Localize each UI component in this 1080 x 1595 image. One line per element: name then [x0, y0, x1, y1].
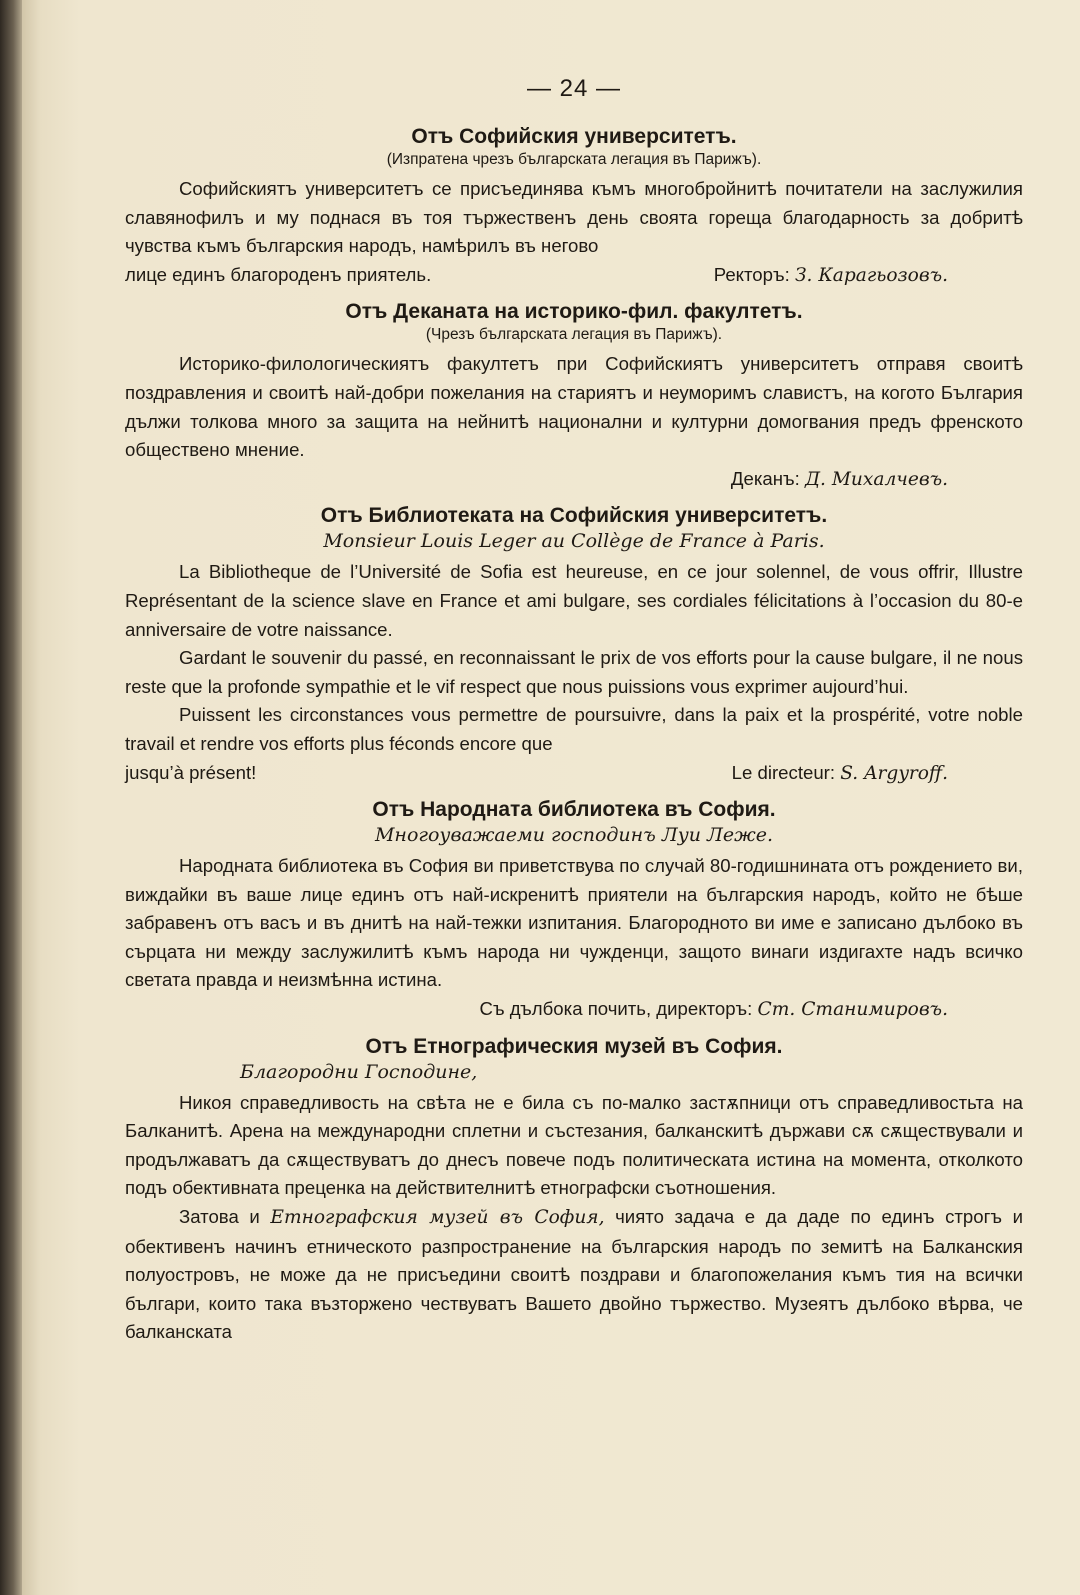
last-line-text: jusqu’à présent!	[125, 761, 257, 783]
signature-label: Ректоръ:	[713, 263, 790, 285]
museum-name-italic: Етнографския музей въ София,	[270, 1207, 605, 1229]
signature-label: Деканъ:	[730, 467, 800, 489]
section-paragraph	[125, 1203, 1023, 1347]
signature-label: Le directeur:	[731, 761, 836, 783]
signature	[125, 995, 1023, 1025]
book-spine	[0, 0, 22, 1595]
section-national-library	[125, 798, 1023, 1025]
section-note: (Чрезъ българската легация въ Парижъ).	[425, 326, 723, 344]
section-sofia-university	[125, 125, 1023, 290]
signature-name: Ст. Станимировъ.	[757, 999, 948, 1021]
section-paragraph: Народната библиотека въ София ви приветствува по случай 80-годишнината отъ рождението ви, виждайки въ ваше лице единъ отъ най-искренитѣ приятели на българския народъ, който не бѣше забравенъ отъ васъ и въ днитѣ на най-тежки изпитания. Благородното ви име е записано дълбоко въ сърцата ни между заслужилитѣ къмъ народа ни чужденци, защото винаги издигахте надъ всичко светата правда и неизмѣнна истина.	[125, 855, 1023, 991]
signature	[714, 261, 1023, 291]
section-paragraph: Никоя справедливость на свѣта не е била съ по-малко застѫпници отъ справедливостьта на Балканитѣ. Арена на международни сплетни и състезания, балканскитѣ държави сѫ сѫществували и продължаватъ да сѫществуватъ до днесъ повече подъ политическата истина на момента, отколкото подъ обективната преценка на действителнитѣ етнографски съотношения.	[125, 1091, 1023, 1199]
section-paragraph: Puissent les circonstances vous permettre de poursuivre, dans la paix et la prospérité, votre noble travail et rendre vos efforts plus féconds encore que	[125, 704, 1023, 754]
section-heading: Отъ Деканата на историко-фил. факултетъ.	[345, 300, 803, 324]
section-paragraph: La Bibliotheque de l’Université de Sofia est heureuse, en ce jour solennel, de vous offrir, Illustre Représentant de la science slave en France et ami bulgare, ses cordiales félicitations à l’occasion du 80-e anniversaire de votre naissance.	[125, 561, 1023, 640]
section-note: (Изпратена чрезъ българската легация въ Парижъ).	[386, 151, 762, 168]
section-paragraph: Софийскиятъ университетъ се присъединява къмъ многобройнитѣ почитатели на заслужилия славянофилъ и му поднася въ тоя тържественъ день своята гореща благодарность за добритѣ чувства къмъ българския народъ, намѣрилъ въ негово	[125, 178, 1023, 257]
section-paragraph: Gardant le souvenir du passé, en reconnaissant le prix de vos efforts pour la cause bulgare, il ne nous reste que la profonde sympathie et le vif respect que nous puissions vous exprimer aujourd’hui.	[125, 647, 1023, 697]
signature-name: S. Argyroff.	[840, 762, 948, 784]
signature	[125, 465, 1023, 495]
paragraph-text: Затова и	[179, 1206, 260, 1228]
last-line-text: лице единъ благороденъ приятель.	[125, 263, 432, 285]
salutation: Monsieur Louis Leger au Collège de France à Paris.	[323, 530, 825, 553]
section-ethnographic-museum	[125, 1035, 1023, 1347]
section-heading: Отъ Етнографическия музей въ София.	[365, 1034, 783, 1058]
signature-label: Съ дълбока почить, директоръ:	[479, 998, 753, 1020]
section-heading: Отъ Народната библиотека въ София.	[372, 798, 776, 822]
page-number: — 24 —	[526, 75, 622, 102]
salutation: Многоуважаеми господинъ Луи Леже.	[374, 824, 774, 847]
signature	[732, 759, 1023, 789]
signature-name: З. Карагьозовъ.	[794, 264, 948, 286]
signature-name: Д. Михалчевъ.	[804, 468, 948, 490]
closing-line	[125, 759, 1023, 789]
section-heading: Отъ Библиотеката на Софийския университетъ.	[320, 504, 828, 528]
salutation: Благородни Господине,	[240, 1060, 478, 1083]
section-university-library	[125, 504, 1023, 788]
section-dean-history-philology	[125, 300, 1023, 494]
paragraph-text: чиято задача е да даде по единъ строгъ и обективенъ начинъ етническото разпространение на българския народъ по земитѣ на Балканския полуостровъ, не може да не присъедини своитѣ поздрави и благопожелания къмъ тия на всички българи, които така възторжено чествуватъ Вашето двойно тържество. Музеятъ дълбоко вѣрва, че балканската	[125, 1206, 1024, 1343]
page-content	[125, 75, 1023, 1355]
section-paragraph: Историко-филологическиятъ факултетъ при Софийскиятъ университетъ отправя своитѣ поздравления и своитѣ най-добри пожелания на стариятъ и неуморимъ славистъ, на когото България дължи толкова много за защита на нейнитѣ национални и културни домогвания предъ френското обществено мнение.	[125, 353, 1023, 461]
closing-line	[125, 261, 1023, 291]
section-heading: Отъ Софийския университетъ.	[411, 125, 737, 148]
